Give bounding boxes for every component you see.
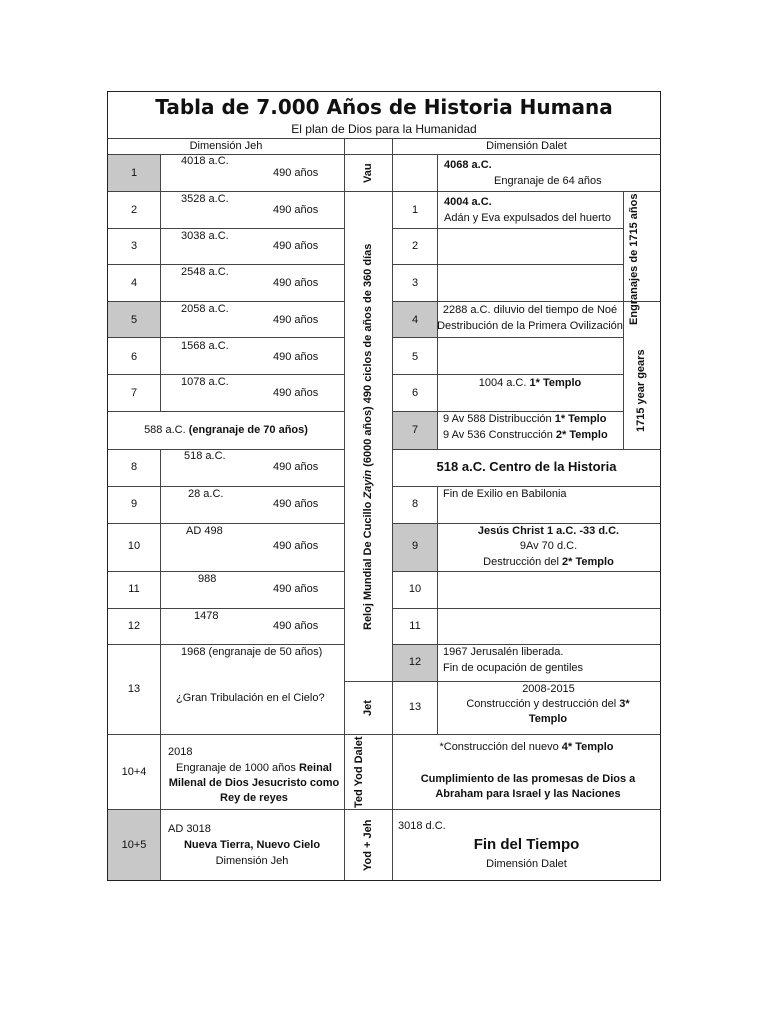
r0-date: 4068 a.C. — [444, 159, 492, 171]
r6-date: 1004 a.C. — [478, 377, 530, 389]
r14-a1: *Construcción del nuevo — [439, 741, 562, 753]
r9-b: 9Av 70 d.C. — [519, 540, 578, 552]
row-date: 3528 a.C. — [181, 193, 229, 205]
row-date: 518 a.C. — [184, 450, 226, 462]
row-years: 490 años — [273, 461, 319, 473]
gears-en-label: 1715 year gears — [635, 349, 647, 432]
r-number: 9 — [411, 540, 419, 552]
history-table — [107, 91, 661, 881]
row-date: 4018 a.C. — [181, 155, 229, 167]
r-number: 5 — [411, 351, 419, 363]
r14-b: Cumplimiento de las promesas de Dios a Abraham para Israel y las Naciones — [420, 773, 636, 800]
r7-b1: 1* Templo — [554, 413, 607, 425]
page-subtitle: El plan de Dios para la Humanidad — [291, 122, 477, 136]
r14-a — [393, 740, 660, 755]
r6-temple: 1* Templo — [529, 377, 582, 389]
clock-label-b: Zayin — [362, 469, 374, 499]
r-number: 4 — [411, 314, 419, 326]
r-number: 11 — [409, 620, 421, 632]
row-14-text — [164, 761, 344, 806]
r-number: 3 — [411, 277, 419, 289]
row-15-title: Nueva Tierra, Nuevo Cielo — [183, 839, 321, 851]
row-date: 2058 a.C. — [181, 303, 229, 315]
row-15-dim: Dimensión Jeh — [215, 855, 289, 867]
row-years: 490 años — [273, 167, 319, 179]
r13-b — [448, 697, 648, 727]
r0-text: Engranaje de 64 años — [494, 175, 602, 187]
row-years: 490 años — [273, 277, 319, 289]
r8-text: Fin de Exilio en Babilonia — [443, 488, 567, 500]
clock-label-a: Reloj Mundial De Cucillo — [362, 498, 374, 630]
row-years: 490 años — [273, 387, 319, 399]
r13-a: 2008-2015 — [522, 683, 575, 695]
gear-70-label: (engranaje de 70 años) — [188, 424, 308, 436]
r-number: 10 — [408, 583, 422, 595]
row-number: 3 — [130, 240, 138, 252]
row-number: 10+5 — [121, 839, 147, 851]
page-title: Tabla de 7.000 Años de Historia Humana — [155, 95, 613, 119]
yod-label: Yod + Jeh — [362, 819, 374, 871]
row-13-date: 1968 (engranaje de 50 años) — [181, 646, 323, 658]
row-date: 1478 — [194, 610, 219, 622]
r4-a: 2288 a.C. diluvio del tiempo de Noé — [442, 304, 618, 316]
r9-a: Jesús Christ 1 a.C. -33 d.C. — [477, 525, 620, 537]
row-years: 490 años — [273, 240, 319, 252]
r7-line2 — [443, 428, 608, 443]
row-date: 1568 a.C. — [181, 340, 229, 352]
row-date: 28 a.C. — [188, 488, 224, 500]
row-15-year: AD 3018 — [168, 823, 211, 835]
r12-b: Fin de ocupación de gentiles — [443, 662, 584, 674]
r15-year: 3018 d.C. — [398, 820, 446, 832]
row-years: 490 años — [273, 583, 319, 595]
r13-b2: 3* Templo — [528, 698, 630, 725]
r-number: 6 — [411, 387, 419, 399]
row-number: 8 — [130, 461, 138, 473]
row-number: 5 — [130, 314, 138, 326]
row-14-reign: Reinal Milenal de Dios Jesucristo como Rey de reyes — [168, 762, 340, 804]
row-number: 1 — [130, 167, 138, 179]
r9-c — [437, 555, 660, 570]
row-number: 6 — [130, 351, 138, 363]
r13-b1: Construcción y destrucción del — [466, 698, 620, 710]
r14-a2: 4* Templo — [561, 741, 614, 753]
r6-text — [437, 376, 623, 391]
vau-label: Vau — [362, 163, 374, 183]
row-years: 490 años — [273, 314, 319, 326]
row-years: 490 años — [273, 498, 319, 510]
row-number: 11 — [128, 583, 140, 595]
r9-c1: Destrucción del — [483, 556, 563, 568]
row-14-gear: Engranaje de 1000 años — [176, 762, 299, 774]
r-number: 7 — [411, 424, 419, 436]
r-number: 2 — [411, 240, 419, 252]
row-number: 7 — [130, 387, 138, 399]
r-number: 8 — [411, 498, 419, 510]
row-date: 1078 a.C. — [181, 376, 229, 388]
row-years: 490 años — [273, 351, 319, 363]
row-years: 490 años — [273, 620, 319, 632]
clock-label-c: (6000 años) 490 ciclos de años de 360 días — [362, 243, 374, 470]
r12-a: 1967 Jerusalén liberada. — [443, 646, 564, 658]
r-number: 1 — [411, 204, 419, 216]
row-date: 3038 a.C. — [181, 230, 229, 242]
row-date: 988 — [198, 573, 217, 585]
row-years: 490 años — [273, 540, 319, 552]
gears-es-label: Engranajes de 1715 años — [628, 193, 640, 325]
r7-a2: 9 Av 536 Construcción — [443, 429, 556, 441]
r7-b2: 2* Templo — [555, 429, 608, 441]
clock-label — [362, 192, 374, 681]
row-number: 9 — [130, 498, 138, 510]
r-number: 12 — [408, 656, 422, 668]
r1-text: Adán y Eva expulsados del huerto — [444, 212, 611, 224]
header-jeh: Dimensión Jeh — [189, 140, 263, 152]
header-dalet: Dimensión Dalet — [486, 140, 567, 152]
center-of-history: 518 a.C. Centro de la Historia — [436, 459, 617, 474]
r-number: 13 — [408, 701, 422, 713]
r7-line1 — [443, 412, 606, 427]
r9-c2: 2* Templo — [562, 556, 614, 568]
gear-70-row — [108, 423, 344, 438]
row-years: 490 años — [273, 204, 319, 216]
row-number: 10+4 — [121, 766, 147, 778]
gear-70-date: 588 a.C. — [144, 424, 189, 436]
row-date: 2548 a.C. — [181, 266, 229, 278]
row-14-year: 2018 — [168, 746, 193, 758]
row-number: 10 — [127, 540, 141, 552]
ted-label: Ted Yod Dalet — [353, 736, 365, 808]
r7-a1: 9 Av 588 Distribucción — [443, 413, 555, 425]
r15-sub: Dimensión Dalet — [486, 858, 567, 870]
row-number: 12 — [127, 620, 141, 632]
row-number: 4 — [130, 277, 138, 289]
r4-b: Destribución de la Primera Ovilización — [437, 320, 623, 332]
row-13-question: ¿Gran Tribulación en el Cielo? — [176, 692, 325, 704]
row-number: 13 — [127, 683, 141, 695]
jet-label: Jet — [362, 700, 374, 716]
r15-title: Fin del Tiempo — [473, 836, 580, 853]
r1-date: 4004 a.C. — [444, 196, 492, 208]
row-date: AD 498 — [186, 525, 223, 537]
row-number: 2 — [130, 204, 138, 216]
